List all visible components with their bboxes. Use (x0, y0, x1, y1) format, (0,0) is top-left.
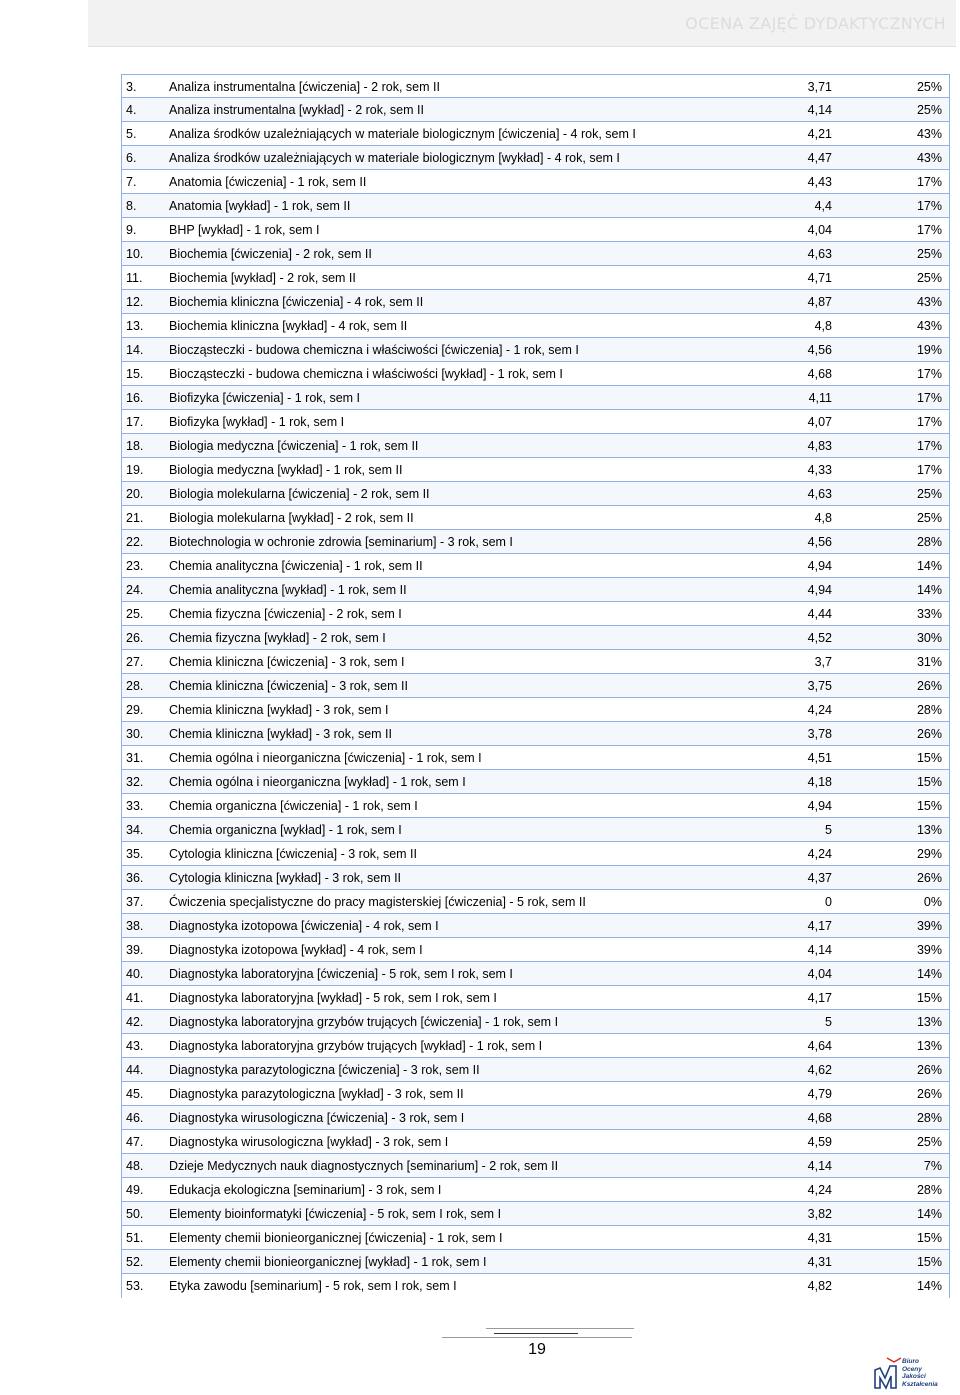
row-number: 22. (126, 535, 144, 549)
course-name: Cytologia kliniczna [wykład] - 3 rok, sem II (169, 871, 402, 885)
table-row (122, 890, 949, 914)
average-score: 4,51 (807, 751, 832, 765)
course-name: Biocząsteczki - budowa chemiczna i właściwości [wykład] - 1 rok, sem I (169, 367, 563, 381)
course-name: Elementy chemii bionieorganicznej [wykład] - 1 rok, sem I (169, 1255, 487, 1269)
table-row (122, 1034, 949, 1058)
footer-line (442, 1337, 632, 1338)
course-name: Chemia analityczna [wykład] - 1 rok, sem II (169, 583, 407, 597)
average-score: 4,56 (807, 343, 832, 357)
logo-line: Biuro (902, 1358, 919, 1365)
footer-line (494, 1333, 578, 1334)
response-rate: 26% (916, 1063, 942, 1077)
course-name: Diagnostyka wirusologiczna [wykład] - 3 rok, sem I (169, 1135, 449, 1149)
table-row (122, 578, 949, 602)
response-rate: 33% (916, 607, 942, 621)
response-rate: 17% (916, 223, 942, 237)
response-rate: 25% (916, 1135, 942, 1149)
row-number: 52. (126, 1255, 144, 1269)
row-number: 31. (126, 751, 144, 765)
average-score: 4,8 (814, 511, 832, 525)
average-score: 4,04 (807, 967, 832, 981)
response-rate: 25% (916, 103, 942, 117)
table-row (122, 1154, 949, 1178)
row-number: 7. (126, 175, 137, 189)
table-row (122, 1058, 949, 1082)
row-number: 13. (126, 319, 144, 333)
response-rate: 25% (916, 511, 942, 525)
average-score: 4,4 (814, 199, 832, 213)
average-score: 4,63 (807, 247, 832, 261)
table-row (122, 1082, 949, 1106)
table-row (122, 170, 949, 194)
response-rate: 28% (916, 1111, 942, 1125)
row-number: 5. (126, 127, 137, 141)
table-row (122, 1250, 949, 1274)
table-row (122, 722, 949, 746)
row-number: 46. (126, 1111, 144, 1125)
table-row (122, 1202, 949, 1226)
average-score: 3,78 (807, 727, 832, 741)
response-rate: 30% (916, 631, 942, 645)
response-rate: 29% (916, 847, 942, 861)
course-name: Chemia kliniczna [wykład] - 3 rok, sem II (169, 727, 392, 741)
row-number: 27. (126, 655, 144, 669)
response-rate: 43% (916, 127, 942, 141)
row-number: 47. (126, 1135, 144, 1149)
average-score: 4,56 (807, 535, 832, 549)
average-score: 4,63 (807, 487, 832, 501)
course-name: Chemia fizyczna [ćwiczenia] - 2 rok, sem I (169, 607, 402, 621)
average-score: 4,11 (808, 391, 832, 405)
table-row (122, 146, 949, 170)
response-rate: 19% (916, 343, 942, 357)
response-rate: 17% (916, 199, 942, 213)
row-number: 21. (126, 511, 144, 525)
page-header (88, 0, 956, 47)
course-name: Diagnostyka parazytologiczna [wykład] - 3 rok, sem II (169, 1087, 464, 1101)
course-name: Analiza instrumentalna [wykład] - 2 rok, sem II (169, 103, 424, 117)
average-score: 4,37 (807, 871, 832, 885)
table-row (122, 482, 949, 506)
row-number: 17. (126, 415, 144, 429)
average-score: 4,17 (807, 991, 832, 1005)
table-row (122, 74, 949, 98)
average-score: 4,44 (807, 607, 832, 621)
table-row (122, 626, 949, 650)
response-rate: 28% (916, 703, 942, 717)
row-number: 3. (126, 80, 137, 94)
average-score: 4,79 (807, 1087, 832, 1101)
row-number: 28. (126, 679, 144, 693)
row-number: 15. (126, 367, 144, 381)
row-number: 40. (126, 967, 144, 981)
table-row (122, 194, 949, 218)
response-rate: 15% (916, 775, 942, 789)
row-number: 18. (126, 439, 144, 453)
response-rate: 28% (916, 535, 942, 549)
course-name: Elementy bioinformatyki [ćwiczenia] - 5 rok, sem I rok, sem I (169, 1207, 502, 1221)
table-row (122, 554, 949, 578)
table-row (122, 1226, 949, 1250)
response-rate: 25% (916, 80, 942, 94)
course-name: Biochemia kliniczna [ćwiczenia] - 4 rok, sem II (169, 295, 424, 309)
course-name: Anatomia [ćwiczenia] - 1 rok, sem II (169, 175, 367, 189)
course-name: Chemia fizyczna [wykład] - 2 rok, sem I (169, 631, 386, 645)
response-rate: 39% (916, 943, 942, 957)
office-logo (872, 1356, 952, 1390)
table-row (122, 362, 949, 386)
row-number: 6. (126, 151, 137, 165)
footer-line (486, 1328, 634, 1329)
response-rate: 43% (916, 151, 942, 165)
course-name: Diagnostyka izotopowa [wykład] - 4 rok, sem I (169, 943, 423, 957)
row-number: 34. (126, 823, 144, 837)
row-number: 29. (126, 703, 144, 717)
logo-text (902, 1358, 938, 1388)
response-rate: 26% (916, 1087, 942, 1101)
page-number: 19 (528, 1341, 546, 1358)
course-name: Diagnostyka laboratoryjna grzybów trujących [ćwiczenia] - 1 rok, sem I (169, 1015, 559, 1029)
average-score: 4,83 (807, 439, 832, 453)
response-rate: 14% (916, 967, 942, 981)
table-row (122, 338, 949, 362)
course-name: Chemia kliniczna [ćwiczenia] - 3 rok, sem II (169, 679, 408, 693)
row-number: 43. (126, 1039, 144, 1053)
row-number: 16. (126, 391, 144, 405)
response-rate: 13% (916, 823, 942, 837)
average-score: 4,14 (807, 943, 832, 957)
course-name: Chemia ogólna i nieorganiczna [wykład] - 1 rok, sem I (169, 775, 466, 789)
header-title: OCENA ZAJĘĆ DYDAKTYCZNYCH (685, 14, 946, 33)
course-name: Elementy chemii bionieorganicznej [ćwiczenia] - 1 rok, sem I (169, 1231, 503, 1245)
response-rate: 15% (916, 1255, 942, 1269)
row-number: 25. (126, 607, 144, 621)
course-name: Edukacja ekologiczna [seminarium] - 3 rok, sem I (169, 1183, 442, 1197)
row-number: 45. (126, 1087, 144, 1101)
response-rate: 25% (916, 247, 942, 261)
table-row (122, 1178, 949, 1202)
response-rate: 17% (916, 439, 942, 453)
response-rate: 26% (916, 679, 942, 693)
table-row (122, 266, 949, 290)
course-name: Biochemia kliniczna [wykład] - 4 rok, sem II (169, 319, 408, 333)
course-name: Biologia medyczna [wykład] - 1 rok, sem II (169, 463, 403, 477)
table-row (122, 770, 949, 794)
course-name: Diagnostyka laboratoryjna grzybów trujących [wykład] - 1 rok, sem I (169, 1039, 543, 1053)
response-rate: 13% (916, 1039, 942, 1053)
row-number: 24. (126, 583, 144, 597)
average-score: 4,82 (807, 1279, 832, 1293)
course-name: Diagnostyka izotopowa [ćwiczenia] - 4 rok, sem I (169, 919, 439, 933)
table-row (122, 122, 949, 146)
logo-line: Jakości (902, 1373, 926, 1380)
table-row (122, 314, 949, 338)
row-number: 10. (126, 247, 144, 261)
average-score: 0 (825, 895, 832, 909)
response-rate: 43% (916, 295, 942, 309)
row-number: 51. (126, 1231, 144, 1245)
average-score: 5 (825, 823, 832, 837)
table-row (122, 1010, 949, 1034)
average-score: 3,71 (807, 80, 832, 94)
row-number: 50. (126, 1207, 144, 1221)
course-name: Cytologia kliniczna [ćwiczenia] - 3 rok, sem II (169, 847, 418, 861)
average-score: 4,62 (807, 1063, 832, 1077)
average-score: 4,21 (807, 127, 832, 141)
response-rate: 31% (916, 655, 942, 669)
row-number: 8. (126, 199, 137, 213)
table-row (122, 938, 949, 962)
course-name: Analiza środków uzależniających w materiale biologicznym [ćwiczenia] - 4 rok, sem I (169, 127, 636, 141)
response-rate: 14% (916, 1207, 942, 1221)
course-name: Diagnostyka wirusologiczna [ćwiczenia] - 3 rok, sem I (169, 1111, 465, 1125)
row-number: 49. (126, 1183, 144, 1197)
row-number: 39. (126, 943, 144, 957)
row-number: 42. (126, 1015, 144, 1029)
row-number: 30. (126, 727, 144, 741)
row-number: 33. (126, 799, 144, 813)
response-rate: 14% (916, 559, 942, 573)
logo-line: Kształcenia (902, 1380, 938, 1388)
course-name: Chemia kliniczna [ćwiczenia] - 3 rok, sem I (169, 655, 405, 669)
table-row (122, 242, 949, 266)
row-number: 20. (126, 487, 144, 501)
response-rate: 26% (916, 871, 942, 885)
response-rate: 13% (916, 1015, 942, 1029)
course-name: Ćwiczenia specjalistyczne do pracy magisterskiej [ćwiczenia] - 5 rok, sem II (169, 895, 586, 909)
evaluation-table (121, 74, 950, 1298)
table-row (122, 506, 949, 530)
response-rate: 17% (916, 367, 942, 381)
row-number: 19. (126, 463, 144, 477)
average-score: 4,68 (807, 367, 832, 381)
average-score: 4,14 (807, 1159, 832, 1173)
response-rate: 43% (916, 319, 942, 333)
table-row (122, 602, 949, 626)
course-name: Diagnostyka laboratoryjna [ćwiczenia] - 5 rok, sem I rok, sem I (169, 967, 513, 981)
average-score: 4,04 (807, 223, 832, 237)
response-rate: 15% (916, 991, 942, 1005)
course-name: Diagnostyka parazytologiczna [ćwiczenia] - 3 rok, sem II (169, 1063, 480, 1077)
row-number: 26. (126, 631, 144, 645)
course-name: BHP [wykład] - 1 rok, sem I (169, 223, 320, 237)
course-name: Analiza instrumentalna [ćwiczenia] - 2 rok, sem II (169, 80, 440, 94)
table-row (122, 98, 949, 122)
course-name: Biofizyka [ćwiczenia] - 1 rok, sem I (169, 391, 361, 405)
average-score: 4,24 (807, 703, 832, 717)
table-row (122, 458, 949, 482)
course-name: Anatomia [wykład] - 1 rok, sem II (169, 199, 351, 213)
course-name: Analiza środków uzależniających w materiale biologicznym [wykład] - 4 rok, sem I (169, 151, 620, 165)
course-name: Biofizyka [wykład] - 1 rok, sem I (169, 415, 345, 429)
row-number: 14. (126, 343, 144, 357)
average-score: 5 (825, 1015, 832, 1029)
row-number: 35. (126, 847, 144, 861)
average-score: 4,94 (807, 583, 832, 597)
table-row (122, 290, 949, 314)
row-number: 11. (126, 271, 143, 285)
average-score: 4,68 (807, 1111, 832, 1125)
response-rate: 25% (916, 271, 942, 285)
table-row (122, 530, 949, 554)
row-number: 23. (126, 559, 144, 573)
table-row (122, 1130, 949, 1154)
row-number: 36. (126, 871, 144, 885)
course-name: Diagnostyka laboratoryjna [wykład] - 5 rok, sem I rok, sem I (169, 991, 497, 1005)
table-row (122, 914, 949, 938)
course-name: Biochemia [wykład] - 2 rok, sem II (169, 271, 356, 285)
course-name: Chemia kliniczna [wykład] - 3 rok, sem I (169, 703, 389, 717)
row-number: 37. (126, 895, 144, 909)
course-name: Biologia molekularna [ćwiczenia] - 2 rok, sem II (169, 487, 430, 501)
average-score: 4,33 (807, 463, 832, 477)
average-score: 4,14 (807, 103, 832, 117)
table-row (122, 698, 949, 722)
average-score: 4,31 (807, 1255, 832, 1269)
row-number: 12. (126, 295, 144, 309)
table-row (122, 986, 949, 1010)
average-score: 4,59 (807, 1135, 832, 1149)
response-rate: 7% (923, 1159, 942, 1173)
table-row (122, 1274, 949, 1298)
row-number: 48. (126, 1159, 144, 1173)
course-name: Chemia organiczna [ćwiczenia] - 1 rok, sem I (169, 799, 418, 813)
response-rate: 15% (916, 1231, 942, 1245)
average-score: 4,94 (807, 799, 832, 813)
table-row (122, 650, 949, 674)
course-name: Dzieje Medycznych nauk diagnostycznych [seminarium] - 2 rok, sem II (169, 1159, 559, 1173)
response-rate: 15% (916, 751, 942, 765)
average-score: 4,47 (807, 151, 832, 165)
average-score: 3,82 (807, 1207, 832, 1221)
row-number: 41. (126, 991, 144, 1005)
course-name: Etyka zawodu [seminarium] - 5 rok, sem I rok, sem I (169, 1279, 457, 1293)
table-row (122, 794, 949, 818)
response-rate: 17% (916, 463, 942, 477)
response-rate: 0% (923, 895, 942, 909)
table-row (122, 1106, 949, 1130)
response-rate: 17% (916, 391, 942, 405)
average-score: 4,07 (807, 415, 832, 429)
average-score: 4,18 (807, 775, 832, 789)
response-rate: 15% (916, 799, 942, 813)
table-row (122, 746, 949, 770)
table-row (122, 962, 949, 986)
course-name: Biocząsteczki - budowa chemiczna i właściwości [ćwiczenia] - 1 rok, sem I (169, 343, 579, 357)
average-score: 4,94 (807, 559, 832, 573)
table-row (122, 674, 949, 698)
response-rate: 17% (916, 415, 942, 429)
average-score: 3,7 (814, 655, 832, 669)
course-name: Chemia analityczna [ćwiczenia] - 1 rok, sem II (169, 559, 423, 573)
course-name: Biochemia [ćwiczenia] - 2 rok, sem II (169, 247, 372, 261)
average-score: 4,87 (807, 295, 832, 309)
average-score: 4,52 (807, 631, 832, 645)
average-score: 4,71 (807, 271, 832, 285)
row-number: 38. (126, 919, 144, 933)
response-rate: 14% (916, 583, 942, 597)
table-row (122, 386, 949, 410)
average-score: 4,24 (807, 847, 832, 861)
logo-mark-icon (872, 1356, 902, 1390)
course-name: Biologia molekularna [wykład] - 2 rok, sem II (169, 511, 414, 525)
response-rate: 39% (916, 919, 942, 933)
course-name: Biotechnologia w ochronie zdrowia [seminarium] - 3 rok, sem I (169, 535, 513, 549)
table-row (122, 410, 949, 434)
row-number: 9. (126, 223, 137, 237)
table-row (122, 842, 949, 866)
row-number: 4. (126, 103, 137, 117)
table-row (122, 434, 949, 458)
response-rate: 26% (916, 727, 942, 741)
table-row (122, 818, 949, 842)
average-score: 4,8 (814, 319, 832, 333)
response-rate: 25% (916, 487, 942, 501)
average-score: 3,75 (807, 679, 832, 693)
course-name: Chemia organiczna [wykład] - 1 rok, sem I (169, 823, 402, 837)
course-name: Chemia ogólna i nieorganiczna [ćwiczenia] - 1 rok, sem I (169, 751, 482, 765)
course-name: Biologia medyczna [ćwiczenia] - 1 rok, sem II (169, 439, 419, 453)
response-rate: 14% (916, 1279, 942, 1293)
average-score: 4,31 (807, 1231, 832, 1245)
row-number: 32. (126, 775, 144, 789)
response-rate: 28% (916, 1183, 942, 1197)
average-score: 4,24 (807, 1183, 832, 1197)
average-score: 4,64 (807, 1039, 832, 1053)
table-row (122, 218, 949, 242)
table-row (122, 866, 949, 890)
average-score: 4,43 (807, 175, 832, 189)
logo-line: Oceny (902, 1365, 922, 1373)
average-score: 4,17 (807, 919, 832, 933)
row-number: 53. (126, 1279, 144, 1293)
row-number: 44. (126, 1063, 144, 1077)
response-rate: 17% (916, 175, 942, 189)
